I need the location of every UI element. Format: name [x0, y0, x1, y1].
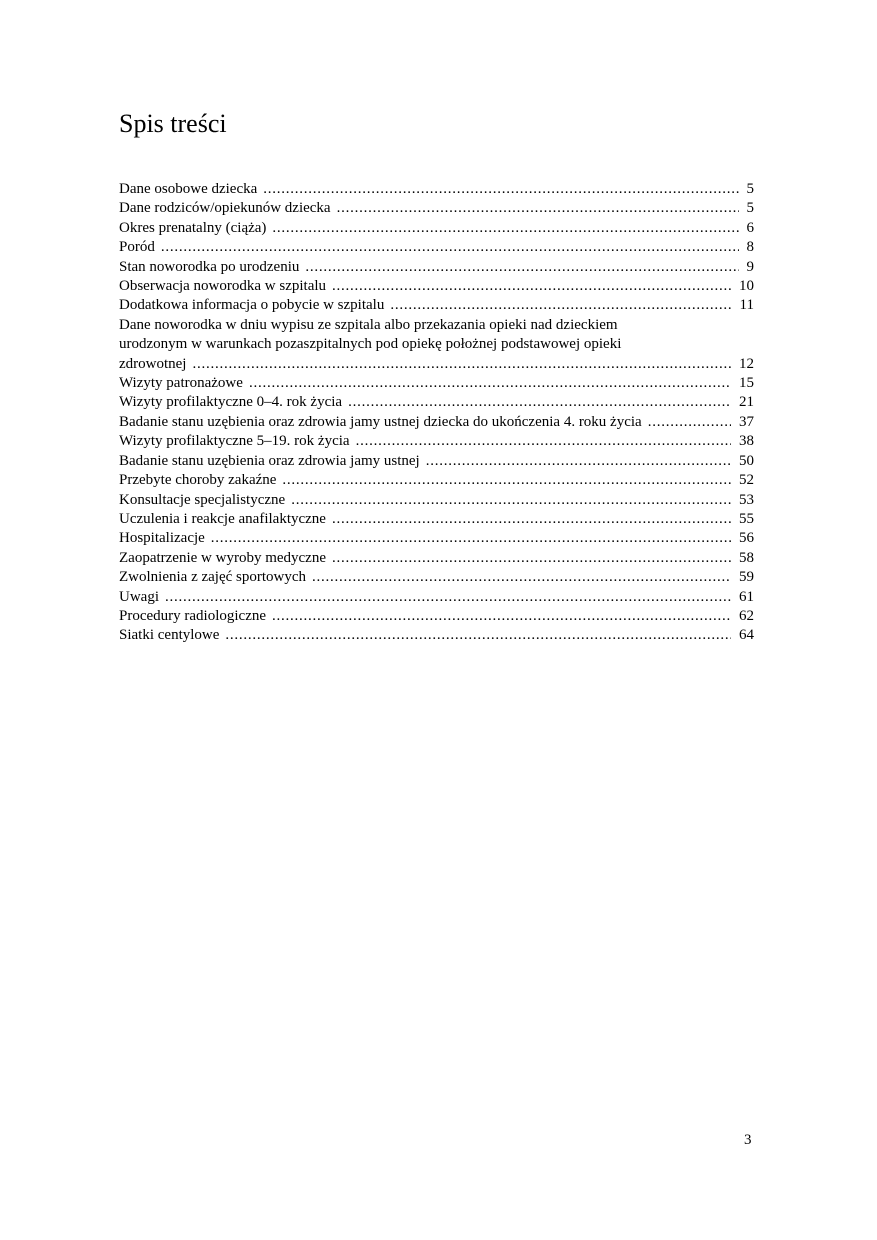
toc-entry-page: 38	[739, 433, 754, 450]
toc-entry-page: 37	[739, 413, 754, 430]
toc-entry-page: 15	[739, 375, 754, 392]
dot-leader	[426, 452, 731, 471]
toc-entry[interactable]	[119, 180, 754, 199]
dot-leader	[192, 355, 731, 374]
dot-leader	[291, 491, 731, 510]
toc-entry[interactable]	[119, 626, 754, 645]
toc-entry-title: Dane osobowe dziecka	[119, 181, 258, 197]
toc-entry[interactable]	[119, 529, 754, 548]
toc-entry[interactable]	[119, 219, 754, 238]
toc-entry-page: 64	[739, 627, 754, 644]
toc-entry[interactable]	[119, 258, 754, 277]
toc-entry-title: Wizyty profilaktyczne 5–19. rok życia	[119, 433, 350, 450]
dot-leader	[263, 180, 738, 199]
toc-entry[interactable]	[119, 471, 754, 490]
dot-leader	[332, 510, 731, 529]
toc-entry-title-line: Dane noworodka w dniu wypisu ze szpitala albo przekazania opieki nad dzieckiem	[119, 316, 618, 333]
toc-entry-page: 10	[739, 278, 754, 295]
toc-entry-page: 56	[739, 530, 754, 547]
dot-leader	[332, 549, 731, 568]
toc-entry-title: Uczulenia i reakcje anafilaktyczne	[119, 510, 326, 527]
toc-entry-title: Wizyty patronażowe	[119, 375, 243, 392]
toc-entry[interactable]	[119, 607, 754, 626]
toc-entry-page: 8	[746, 239, 754, 256]
toc-entry-page: 53	[739, 491, 754, 508]
dot-leader	[161, 238, 739, 257]
toc-entry-page: 9	[746, 258, 754, 275]
toc-entry[interactable]	[119, 199, 754, 218]
toc-entry-title: Zwolnienia z zajęć sportowych	[119, 569, 307, 586]
toc-entry[interactable]	[119, 452, 754, 471]
toc-entry[interactable]	[119, 316, 754, 374]
dot-leader	[165, 588, 731, 607]
toc-entry[interactable]	[119, 549, 754, 568]
toc-entry-title: Przebyte choroby zakaźne	[119, 472, 277, 489]
toc-entry[interactable]	[119, 432, 754, 451]
dot-leader	[348, 393, 731, 412]
toc-entry-title: Poród	[119, 239, 155, 256]
toc-entry-title: Dodatkowa informacja o pobycie w szpitalu	[119, 297, 385, 314]
page-title: Spis treści	[119, 109, 227, 138]
toc-entry-page: 52	[739, 472, 754, 489]
toc-entry-page: 50	[739, 452, 754, 469]
toc-entry-title: Stan noworodka po urodzeniu	[119, 258, 300, 275]
toc-entry-page: 6	[746, 219, 754, 236]
toc-entry-title: Procedury radiologiczne	[119, 607, 267, 624]
toc-entry-page: 5	[746, 200, 754, 217]
toc-entry[interactable]	[119, 296, 754, 315]
toc-entry-page: 5	[746, 181, 754, 197]
dot-leader	[211, 529, 731, 548]
toc-entry-page: 62	[739, 607, 754, 624]
toc-entry[interactable]	[119, 277, 754, 296]
page-number: 3	[744, 1132, 752, 1148]
toc-entry-page: 55	[739, 510, 754, 527]
toc-entry-title: Siatki centylowe	[119, 627, 220, 644]
toc-entry[interactable]	[119, 510, 754, 529]
dot-leader	[249, 374, 731, 393]
toc-entry-title: Konsultacje specjalistyczne	[119, 491, 286, 508]
toc-entry-page: 58	[739, 549, 754, 566]
toc-entry[interactable]	[119, 491, 754, 510]
dot-leader	[332, 277, 731, 296]
toc-entry-page: 21	[739, 394, 754, 411]
dot-leader	[390, 296, 731, 315]
toc-entry-title: Dane rodziców/opiekunów dziecka	[119, 200, 331, 217]
toc-entry-title: zdrowotnej	[119, 355, 187, 372]
toc-entry[interactable]	[119, 238, 754, 257]
toc-entry[interactable]	[119, 374, 754, 393]
dot-leader	[272, 219, 738, 238]
table-of-contents	[119, 180, 754, 646]
toc-entry-title: Hospitalizacje	[119, 530, 205, 547]
toc-entry[interactable]	[119, 413, 754, 432]
dot-leader	[356, 432, 731, 451]
dot-leader	[272, 607, 731, 626]
toc-entry-title: Wizyty profilaktyczne 0–4. rok życia	[119, 394, 343, 411]
toc-entry-page: 61	[739, 588, 754, 605]
dot-leader	[305, 258, 738, 277]
toc-entry[interactable]	[119, 568, 754, 587]
toc-entry-title: Uwagi	[119, 588, 159, 605]
toc-entry-title: Obserwacja noworodka w szpitalu	[119, 278, 327, 295]
toc-entry-page: 59	[739, 569, 754, 586]
dot-leader	[337, 199, 739, 218]
toc-entry[interactable]	[119, 393, 754, 412]
dot-leader	[282, 471, 731, 490]
dot-leader	[312, 568, 731, 587]
toc-entry-page: 11	[739, 297, 754, 314]
toc-entry[interactable]	[119, 588, 754, 607]
toc-entry-title: Badanie stanu uzębienia oraz zdrowia jamy ustnej	[119, 452, 420, 469]
toc-entry-page: 12	[739, 355, 754, 372]
toc-entry-title: Zaopatrzenie w wyroby medyczne	[119, 549, 326, 566]
toc-entry-title: Okres prenatalny (ciąża)	[119, 219, 267, 236]
toc-entry-title: Badanie stanu uzębienia oraz zdrowia jamy ustnej dziecka do ukończenia 4. roku życia	[119, 413, 642, 430]
dot-leader	[225, 626, 731, 645]
dot-leader	[648, 413, 731, 432]
toc-entry-title-line: urodzonym w warunkach pozaszpitalnych pod opiekę położnej podstawowej opieki	[119, 336, 622, 353]
